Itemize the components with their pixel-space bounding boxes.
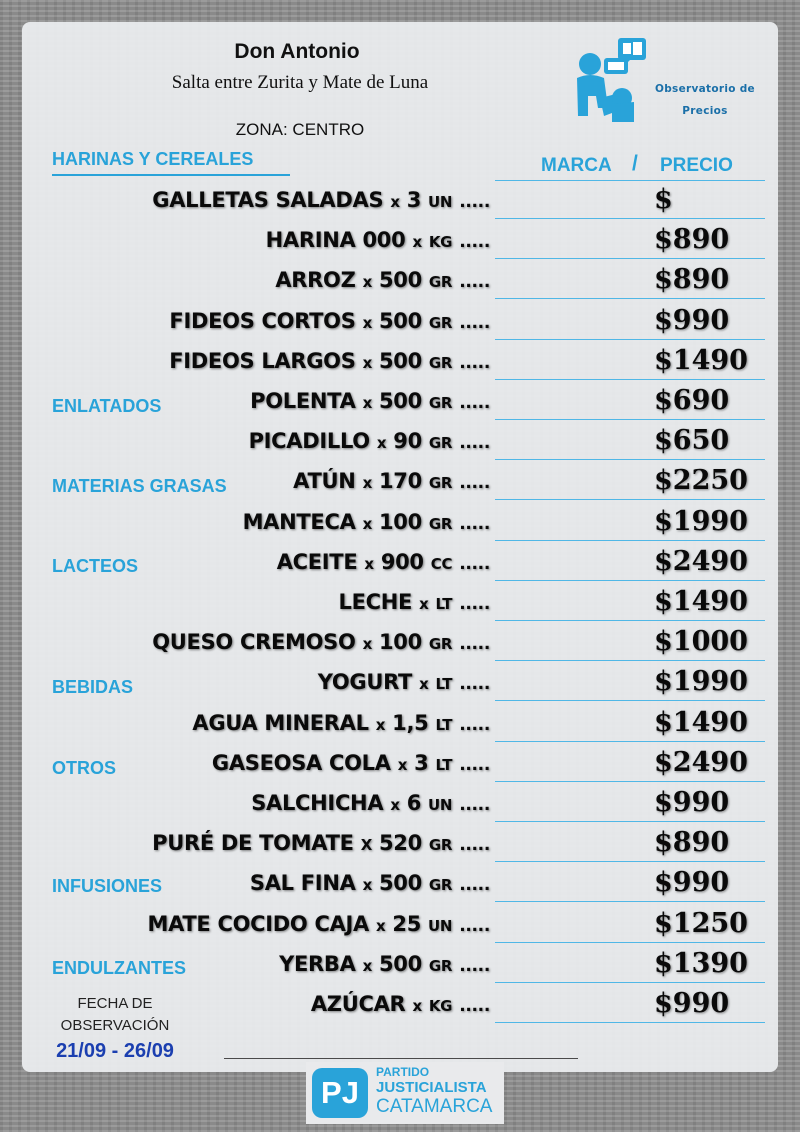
item-unit: LT [435,595,453,613]
item-unit: GR [428,314,453,332]
zona-label: ZONA: CENTRO [235,120,365,139]
item-dots: ..... [459,674,490,694]
item-dots: ..... [459,353,490,373]
item-price: $690 [654,385,730,416]
item-x: x [412,233,422,251]
item-unit: GR [428,957,453,975]
item-x: x [362,876,372,894]
item-x: x [362,474,372,492]
row-separator [495,499,765,500]
item-label [293,469,490,493]
item-label [249,429,490,453]
item-price: $990 [654,988,730,1019]
pj-line1: PARTIDO [376,1065,430,1079]
item-price: $2490 [654,747,748,778]
pj-badge: PJ [312,1068,368,1118]
fecha-label [40,993,190,1037]
item-x: x [362,354,372,372]
row-separator [495,821,765,822]
item-price: $990 [654,305,730,336]
item-label [169,349,490,373]
item-name: ATÚN [293,469,356,493]
item-unit: GR [428,273,453,291]
item-x: x [362,314,372,332]
item-unit: GR [428,635,453,653]
item-qty: 500 [378,349,422,373]
item-name: FIDEOS CORTOS [169,309,356,333]
item-unit: GR [428,876,453,894]
item-unit: UN [428,796,453,814]
item-x: x [362,957,372,975]
row-separator [495,861,765,862]
category-bebidas: BEBIDAS [52,677,134,697]
pj-line2: JUSTICIALISTA [376,1079,487,1096]
item-qty: 25 [392,912,422,936]
item-price: $890 [654,264,730,295]
item-dots: ..... [459,232,490,252]
item-price: $890 [654,224,730,255]
item-name: SAL FINA [249,871,356,895]
item-qty: 90 [393,429,422,453]
item-dots: ..... [459,956,490,976]
item-name: ACEITE [276,550,358,574]
item-name: GASEOSA COLA [211,751,391,775]
item-x: x [375,716,386,734]
item-dots: ..... [459,393,490,413]
item-x: x [362,273,372,291]
item-label [277,550,490,574]
item-label [152,188,490,212]
item-unit: KG [428,997,453,1015]
item-name: YOGURT [317,670,413,694]
item-unit: KG [428,233,453,251]
item-price: $650 [654,425,730,456]
item-name: ARROZ [275,268,356,292]
item-price: $1390 [654,948,748,979]
item-label [152,630,490,654]
item-price: $2490 [654,546,748,577]
item-price: $1490 [654,345,748,376]
category-enlatados: ENLATADOS [52,396,162,416]
item-price: $ [654,184,673,215]
item-qty: 500 [378,871,422,895]
item-name: MANTECA [242,510,356,534]
item-dots: ..... [459,594,490,614]
row-separator [495,700,765,701]
category-endulzantes: ENDULZANTES [52,958,186,978]
item-dots: ..... [459,272,490,292]
row-separator [495,298,765,299]
item-price: $1490 [654,707,748,738]
item-unit: LT [435,756,453,774]
item-x: x [419,675,429,693]
item-dots: ..... [459,996,490,1016]
item-label [318,670,490,694]
item-dots: ..... [459,192,490,212]
category-infusiones: INFUSIONES [52,876,163,896]
item-qty: 900 [380,550,424,574]
header-precio: PRECIO [660,155,733,176]
item-unit: GR [428,354,453,372]
item-name: FIDEOS LARGOS [169,349,356,373]
header-marca: MARCA [541,155,612,176]
item-x: X [360,836,372,854]
item-label [279,952,490,976]
item-x: x [362,394,372,412]
item-label [250,871,490,895]
item-unit: LT [435,716,453,734]
fecha-line2: OBSERVACIÓN [60,1017,170,1034]
item-name: QUESO CREMOSO [152,630,356,654]
category-otros: OTROS [52,758,117,778]
item-qty: 1,5 [392,711,429,735]
item-qty: 170 [378,469,422,493]
item-dots: ..... [459,835,490,855]
item-name: YERBA [279,952,356,976]
item-price: $1490 [654,586,748,617]
item-label [338,590,490,614]
item-unit: GR [428,394,453,412]
item-price: $990 [654,787,730,818]
item-qty: 100 [378,510,422,534]
row-separator [495,258,765,259]
item-name: SALCHICHA [251,791,384,815]
item-name: HARINA 000 [265,228,406,252]
item-qty: 100 [378,630,422,654]
item-unit: GR [428,515,453,533]
item-name: PURÉ DE TOMATE [152,831,354,855]
item-label [152,831,490,855]
row-separator [495,1022,765,1023]
item-price: $1990 [654,666,748,697]
item-unit: UN [428,193,453,211]
item-qty: 500 [378,389,422,413]
item-label [212,751,490,775]
item-x: x [376,434,387,452]
item-name: AGUA MINERAL [192,711,369,735]
item-label [192,711,490,735]
item-x: x [376,917,386,935]
item-x: x [397,756,408,774]
row-separator [495,901,765,902]
item-label [243,510,490,534]
item-label [251,791,490,815]
category-lacteos: LACTEOS [52,556,139,576]
row-separator [495,379,765,380]
row-separator [495,180,765,181]
item-name: GALLETAS SALADAS [152,188,384,212]
item-qty: 3 [406,188,422,212]
item-qty: 500 [378,952,422,976]
row-separator [495,459,765,460]
row-separator [495,540,765,541]
item-price: $990 [654,867,730,898]
item-x: x [362,515,372,533]
item-x: x [390,193,400,211]
item-x: x [390,796,400,814]
item-dots: ..... [459,755,490,775]
fecha-range: 21/09 - 26/09 [56,1040,174,1062]
row-separator [495,580,765,581]
item-dots: ..... [459,715,490,735]
category-harinas: HARINAS Y CEREALES [52,149,254,169]
item-x: x [419,595,429,613]
item-unit: GR [428,434,453,452]
header-slash: / [632,152,638,175]
item-dots: ..... [459,875,490,895]
observatorio-line2: Precios [682,105,728,117]
item-label [266,228,490,252]
item-unit: GR [428,474,453,492]
item-price: $1000 [654,626,748,657]
fecha-line1: FECHA DE [77,995,153,1012]
item-dots: ..... [459,313,490,333]
item-dots: ..... [459,473,490,493]
item-price: $1990 [654,506,748,537]
item-qty: 6 [406,791,422,815]
item-name: PICADILLO [248,429,370,453]
row-separator [495,620,765,621]
item-price: $1250 [654,908,748,939]
item-name: POLENTA [250,389,356,413]
item-unit: LT [435,675,453,693]
item-dots: ..... [459,634,490,654]
item-x: x [412,997,422,1015]
item-price: $890 [654,827,730,858]
category-materias-grasas: MATERIAS GRASAS [52,476,227,496]
item-dots: ..... [459,433,490,453]
row-separator [495,660,765,661]
footer-divider [224,1058,578,1059]
row-separator [495,942,765,943]
item-label [275,268,490,292]
item-label [147,912,490,936]
row-separator [495,218,765,219]
item-label [250,389,490,413]
item-name: LECHE [338,590,413,614]
item-name: MATE COCIDO CAJA [147,912,369,936]
row-separator [495,781,765,782]
item-dots: ..... [459,916,490,936]
item-name: AZÚCAR [310,992,406,1016]
item-unit: CC [430,555,453,573]
item-dots: ..... [459,795,490,815]
store-name: Don Antonio [234,40,360,63]
observatorio-line1: Observatorio de [655,83,755,95]
item-qty: 3 [414,751,429,775]
item-x: x [362,635,372,653]
item-unit: GR [428,836,453,854]
row-separator [495,741,765,742]
item-qty: 500 [378,268,422,292]
row-separator [495,982,765,983]
item-qty: 500 [378,309,422,333]
category-underline [52,174,290,176]
item-dots: ..... [459,514,490,534]
store-address: Salta entre Zurita y Mate de Luna [171,72,429,93]
item-label [311,992,490,1016]
pj-line3: CATAMARCA [376,1096,493,1117]
item-label [169,309,490,333]
row-separator [495,339,765,340]
observatorio-text [640,78,770,122]
item-x: x [364,555,374,573]
item-qty: 520 [378,831,422,855]
item-dots: ..... [459,554,490,574]
item-price: $2250 [654,465,748,496]
row-separator [495,419,765,420]
item-unit: UN [428,917,453,935]
